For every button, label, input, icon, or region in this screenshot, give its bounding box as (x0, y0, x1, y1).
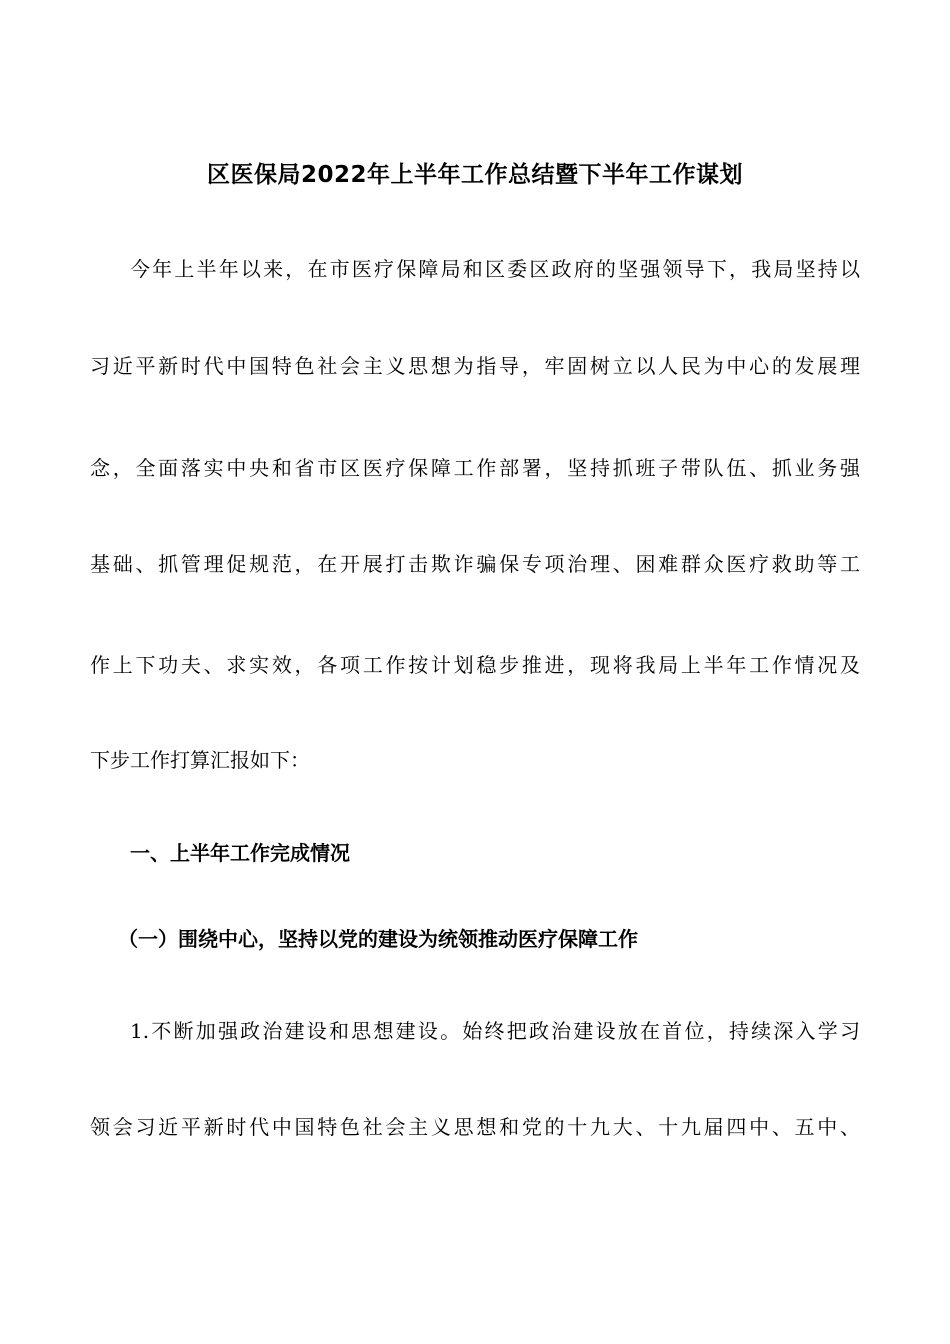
intro-line-4: 基础、抓管理促规范，在开展打击欺诈骗保专项治理、困难群众医疗救助等工 (90, 552, 860, 576)
item-1-line-1: 1.不断加强政治建设和思想建设。始终把政治建设放在首位，持续深入学习 (130, 1019, 860, 1043)
intro-line-1: 今年上半年以来，在市医疗保障局和区委区政府的坚强领导下，我局坚持以 (130, 257, 860, 281)
intro-line-3: 念，全面落实中央和省市区医疗保障工作部署，坚持抓班子带队伍、抓业务强 (90, 456, 860, 480)
item-1-line-2: 领会习近平新时代中国特色社会主义思想和党的十九大、十九届四中、五中、 (90, 1115, 860, 1139)
document-title: 区医保局2022年上半年工作总结暨下半年工作谋划 (206, 162, 743, 188)
subsection-heading-1: （一）围绕中心，坚持以党的建设为统领推动医疗保障工作 (118, 927, 638, 951)
intro-line-6: 下步工作打算汇报如下： (90, 748, 310, 772)
section-heading-1: 一、上半年工作完成情况 (130, 841, 350, 865)
intro-line-5: 作上下功夫、求实效，各项工作按计划稳步推进，现将我局上半年工作情况及 (90, 653, 860, 677)
intro-line-2: 习近平新时代中国特色社会主义思想为指导，牢固树立以人民为中心的发展理 (90, 354, 860, 378)
